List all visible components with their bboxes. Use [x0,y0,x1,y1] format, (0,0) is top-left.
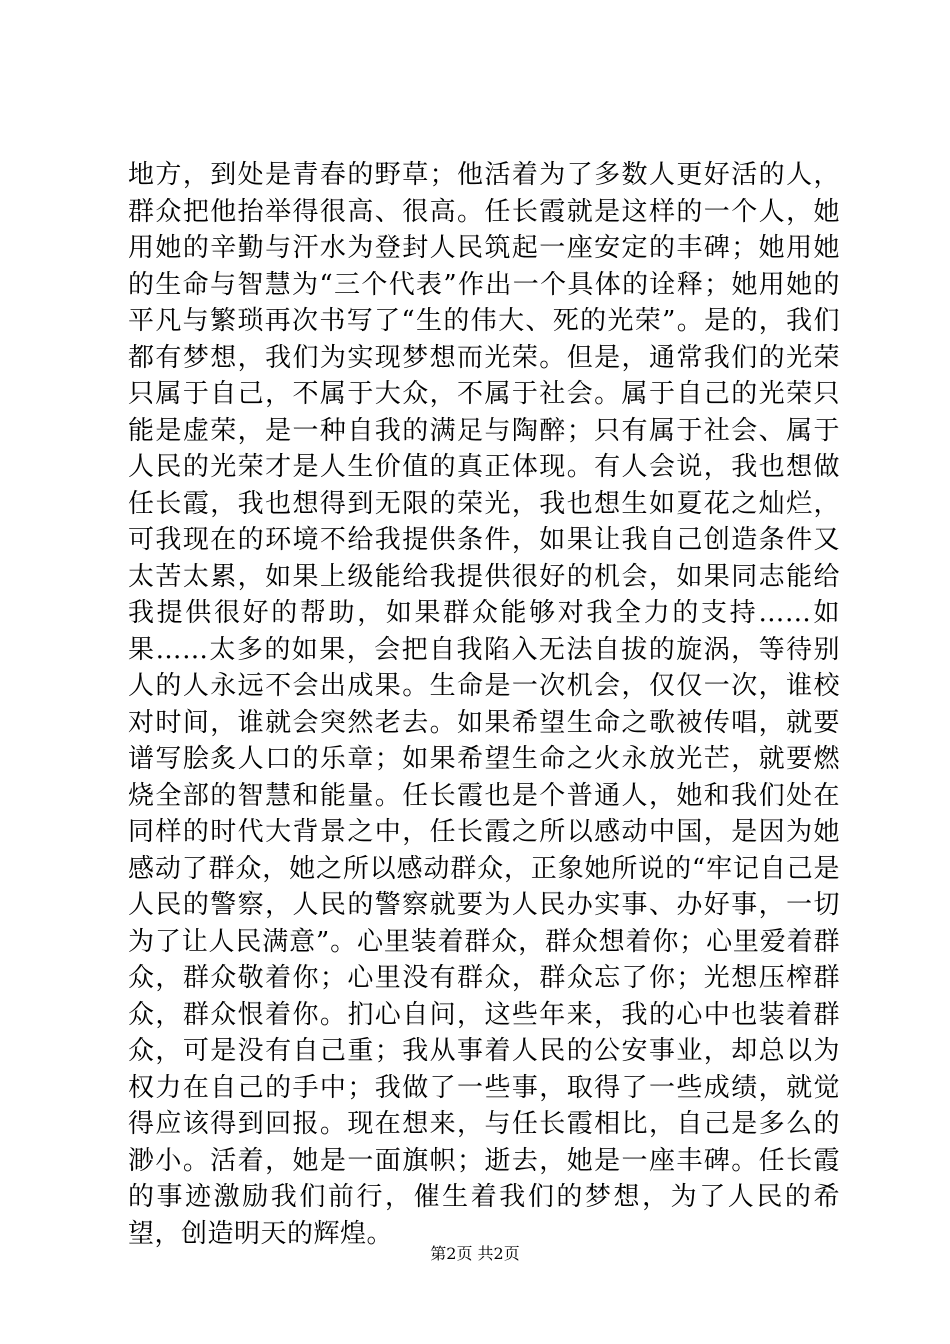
page-footer: 第2页 共2页 [430,1244,520,1263]
body-paragraph: 地方，到处是青春的野草；他活着为了多数人更好活的人，群众把他抬举得很高、很高。任长霞就是这样的一个人，她用她的辛勤与汗水为登封人民筑起一座安定的丰碑；她用她的生命与智慧为“三个代表”作出一个具体的诠释；她用她的平凡与繁琐再次书写了“生的伟大、死的光荣”。是的，我们都有梦想，我们为实现梦想而光荣。但是，通常我们的光荣只属于自己，不属于大众，不属于社会。属于自己的光荣只能是虚荣，是一种自我的满足与陶醉；只有属于社会、属于人民的光荣才是人生价值的真正体现。有人会说，我也想做任长霞，我也想得到无限的荣光，我也想生如夏花之灿烂，可我现在的环境不给我提供条件，如果让我自己创造条件又太苦太累，如果上级能给我提供很好的机会，如果同志能给我提供很好的帮助，如果群众能够对我全力的支持……如果……太多的如果，会把自我陷入无法自拔的旋涡，等待别人的人永远不会出成果。生命是一次机会，仅仅一次，谁校对时间，谁就会突然老去。如果希望生命之歌被传唱，就要谱写脍炙人口的乐章；如果希望生命之火永放光芒，就要燃烧全部的智慧和能量。任长霞也是个普通人，她和我们处在同样的时代大背景之中，任长霞之所以感动中国，是因为她感动了群众，她之所以感动群众，正象她所说的“牢记自己是人民的警察，人民的警察就要为人民办实事、办好事，一切为了让人民满意”。心里装着群众，群众想着你；心里爱着群众，群众敬着你；心里没有群众，群众忘了你；光想压榨群众，群众恨着你。扪心自问，这些年来，我的心中也装着群众，可是没有自己重；我从事着人民的公安事业，却总以为权力在自己的手中；我做了一些事，取得了一些成绩，就觉得应该得到回报。现在想来，与任长霞相比，自己是多么的渺小。活着，她是一面旗帜；逝去，她是一座丰碑。任长霞的事迹激励我们前行，催生着我们的梦想，为了人民的希望，创造明天的辉煌。 [128,160,840,1249]
